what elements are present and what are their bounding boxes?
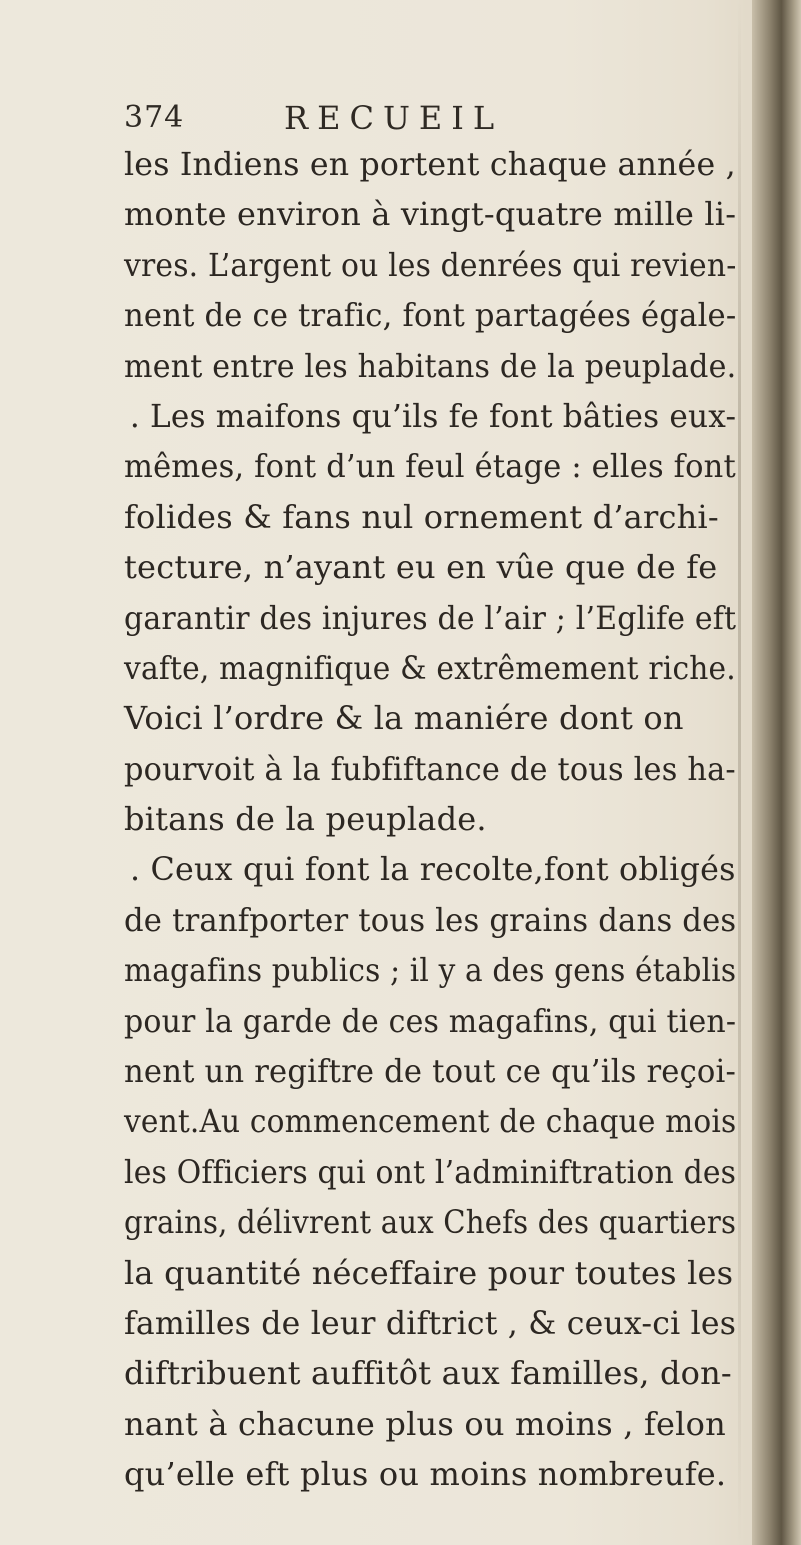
text-line: vres. L’argent ou les denrées qui revien- — [124, 245, 737, 284]
text-line: tecture, n’ayant eu en vûe que de fe — [124, 548, 718, 587]
running-head: RECUEIL — [284, 99, 504, 137]
text-line: ment entre les habitans de la peuplade. — [124, 346, 737, 385]
text-line: mêmes, font d’un feul étage : elles font — [124, 447, 736, 486]
text-line: Voici l’ordre & la maniére dont on — [124, 699, 684, 738]
text-line: garantir des injures de l’air ; l’Eglife eft — [124, 598, 737, 637]
text-line: bitans de la peuplade. — [124, 800, 487, 839]
text-line: de tranfporter tous les grains dans des — [124, 900, 737, 939]
text-line: folides & fans nul ornement d’archi- — [124, 497, 719, 536]
text-line: . Les maifons qu’ils fe font bâties eux- — [129, 396, 737, 435]
page-header — [124, 98, 744, 138]
text-line: familles de leur diftrict , & ceux-ci les — [124, 1303, 737, 1342]
text-line: qu’elle eft plus ou moins nombreufe. — [124, 1455, 727, 1494]
page-shadow — [738, 0, 741, 1545]
text-line: pourvoit à la fubfiftance de tous les ha- — [124, 749, 736, 788]
body-text — [124, 139, 736, 1500]
text-line: nant à chacune plus ou moins , felon — [124, 1404, 726, 1443]
text-line: grains, délivrent aux Chefs des quartiers — [124, 1203, 737, 1242]
text-line: magafins publics ; il y a des gens établis — [124, 951, 737, 990]
text-line: monte environ à vingt-quatre mille li- — [124, 195, 737, 234]
text-line: diftribuent auffitôt aux familles, don- — [124, 1354, 732, 1393]
text-line: vafte, magnifique & extrêmement riche. — [124, 648, 736, 687]
text-line: les Indiens en portent chaque année , — [124, 145, 736, 183]
text-line: vent.Au commencement de chaque mois — [124, 1102, 737, 1141]
book-gutter — [752, 0, 801, 1545]
text-line: la quantité néceffaire pour toutes les — [124, 1253, 734, 1292]
text-line: nent de ce trafic, font partagées égale- — [124, 296, 737, 335]
text-line: . Ceux qui font la recolte,font obligés — [129, 850, 736, 889]
text-line: pour la garde de ces magafins, qui tien- — [124, 1001, 737, 1040]
page-number: 374 — [124, 100, 185, 135]
text-line: nent un regiftre de tout ce qu’ils reçoi- — [124, 1052, 737, 1091]
text-line: les Officiers qui ont l’adminiftration des — [124, 1152, 737, 1191]
